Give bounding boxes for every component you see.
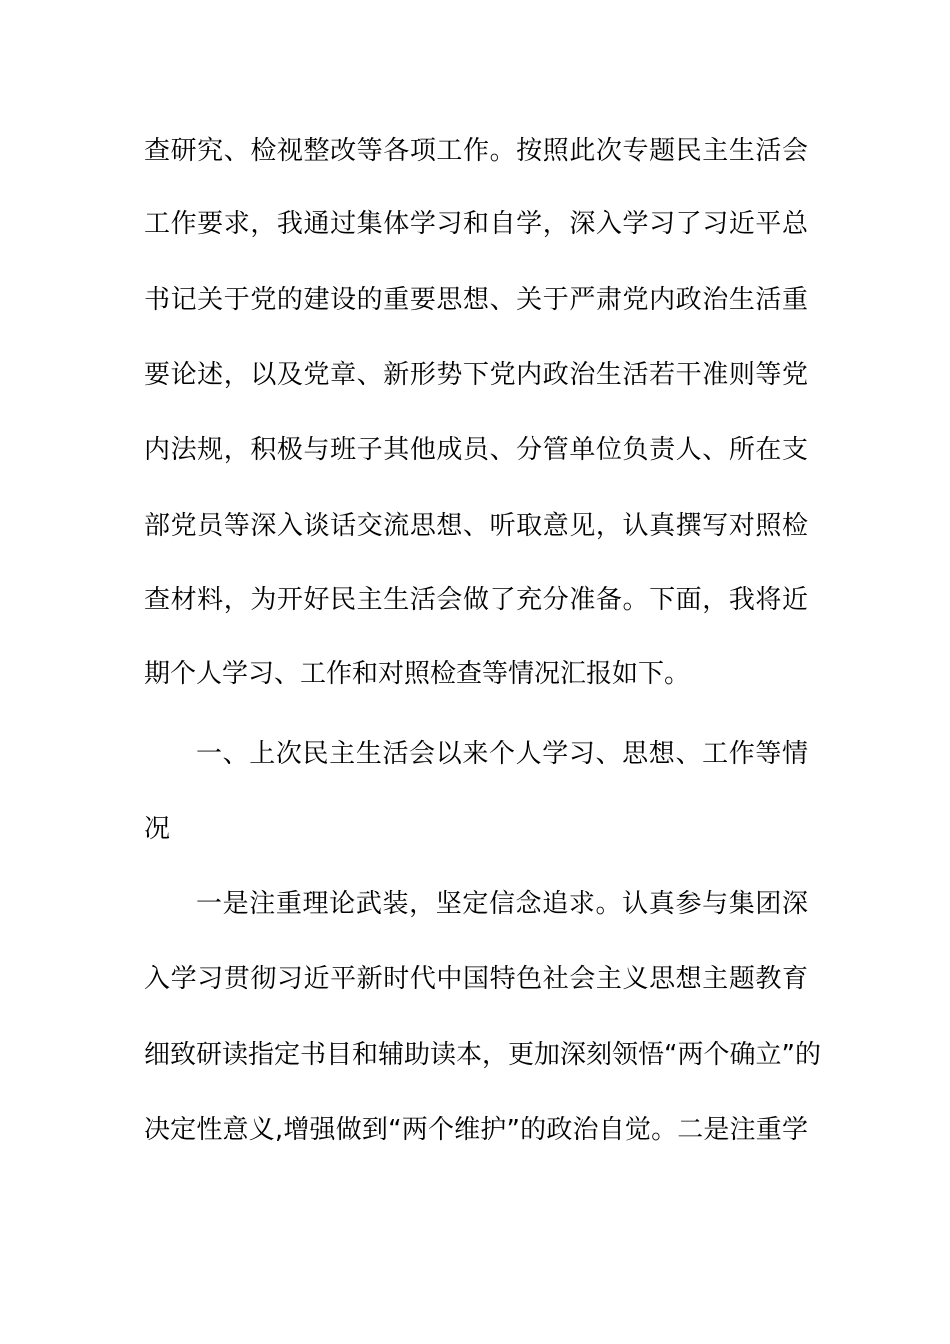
- section-heading: 况: [144, 814, 171, 844]
- section-heading: 一、上次民主生活会以来个人学习、思想、工作等情: [196, 739, 808, 769]
- paragraph-line: 书记关于党的建设的重要思想、关于严肃党内政治生活重: [144, 285, 808, 315]
- paragraph-line: 查材料，为开好民主生活会做了充分准备。下面，我将近: [144, 585, 808, 615]
- paragraph-line: 部党员等深入谈话交流思想、听取意见，认真撰写对照检: [144, 511, 808, 541]
- paragraph-line: 查研究、检视整改等各项工作。按照此次专题民主生活会: [144, 136, 808, 166]
- paragraph-line: 决定性意义,增强做到“两个维护”的政治自觉。二是注重学: [144, 1115, 808, 1145]
- paragraph-line: 入学习贯彻习近平新时代中国特色社会主义思想主题教育: [144, 964, 808, 994]
- paragraph-line: 要论述，以及党章、新形势下党内政治生活若干准则等党: [144, 360, 808, 390]
- paragraph-line: 细致研读指定书目和辅助读本，更加深刻领悟“两个确立”的: [144, 1040, 821, 1070]
- paragraph-line: 内法规，积极与班子其他成员、分管单位负责人、所在支: [144, 435, 808, 465]
- paragraph-line: 一是注重理论武装，坚定信念追求。认真参与集团深: [196, 889, 808, 919]
- paragraph-line: 工作要求，我通过集体学习和自学，深入学习了习近平总: [144, 209, 808, 239]
- paragraph-line: 期个人学习、工作和对照检查等情况汇报如下。: [144, 659, 691, 689]
